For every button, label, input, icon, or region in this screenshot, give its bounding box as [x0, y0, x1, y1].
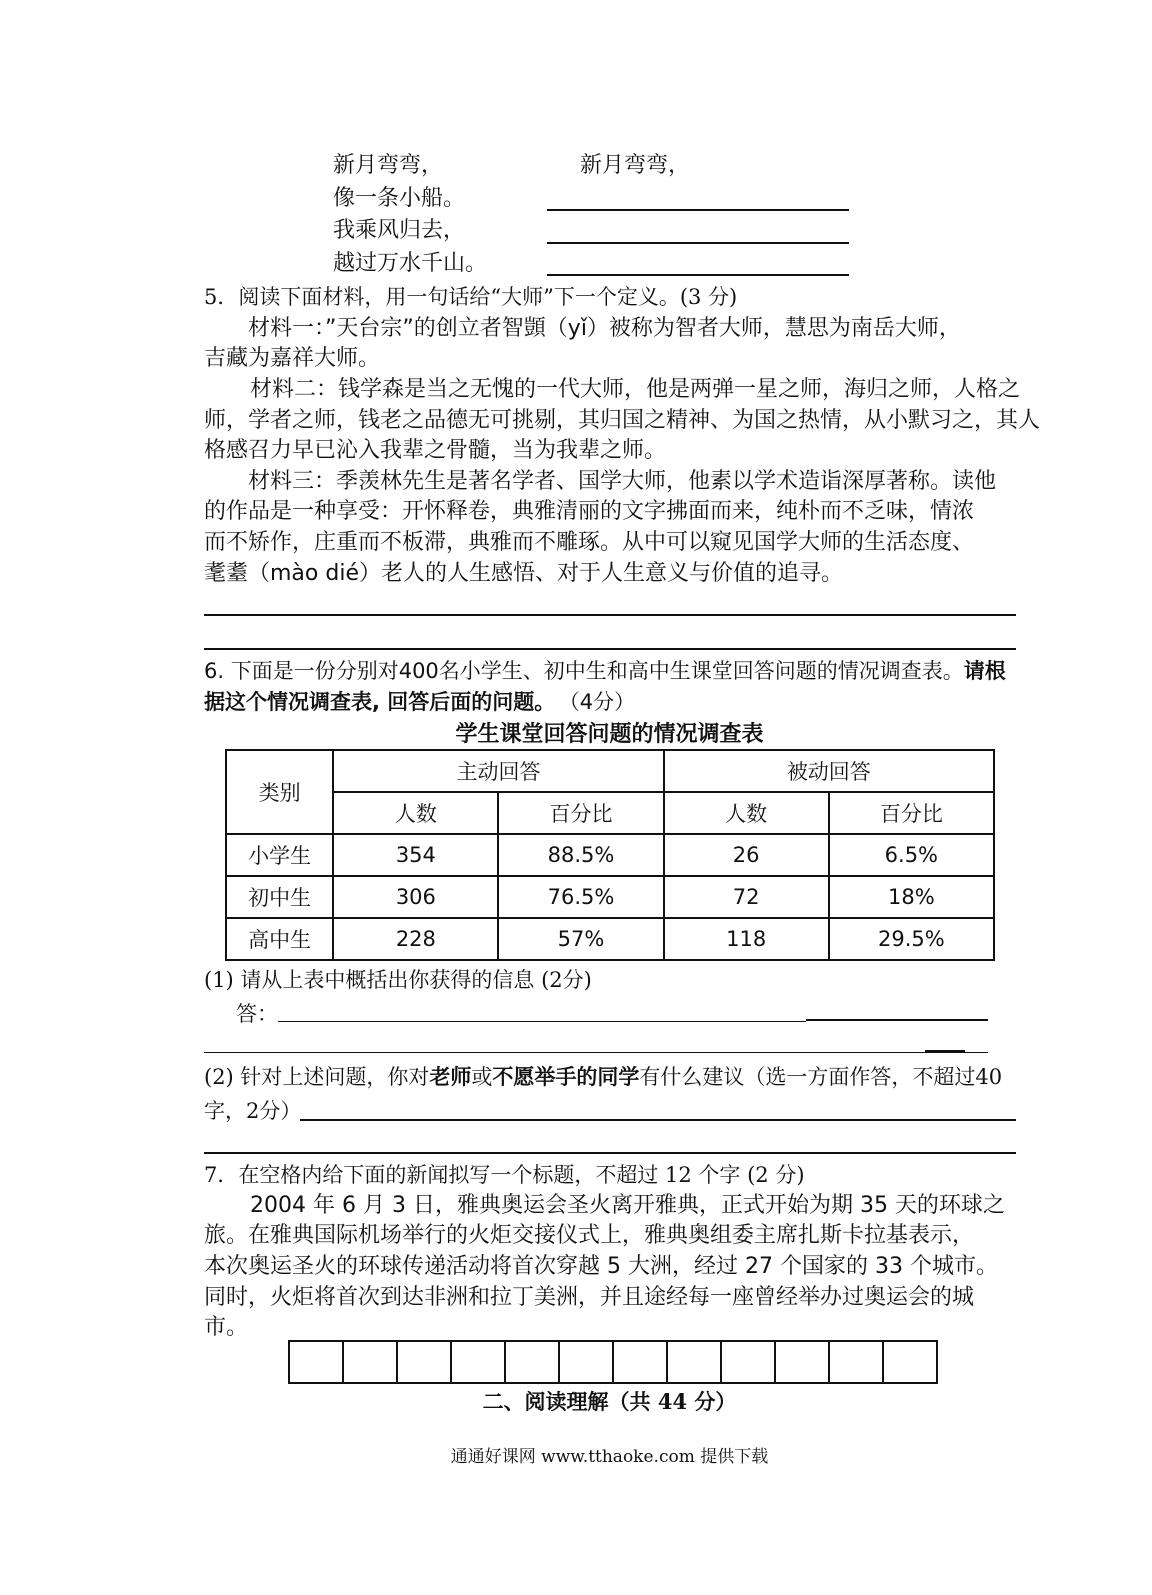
poem-blank-line-3[interactable] — [547, 274, 849, 276]
q7-line: 市。 — [204, 1315, 249, 1340]
answer-box[interactable] — [776, 1342, 830, 1382]
q6-sub2-student: 不愿举手的同学 — [492, 1064, 640, 1089]
passive-percent: 29.5% — [829, 918, 994, 960]
active-count: 306 — [333, 876, 498, 918]
answer-label: 答： — [236, 1002, 278, 1026]
q5-line: 格感召力早已沁入我辈之骨髓，当为我辈之师。 — [204, 438, 667, 463]
answer-box[interactable] — [398, 1342, 452, 1382]
q6-intro — [204, 656, 1006, 686]
answer-box[interactable] — [560, 1342, 614, 1382]
q6-sub2-end: 字，2分） — [204, 1099, 302, 1123]
q6-sub2-teacher: 老师 — [429, 1064, 472, 1089]
header-active-percent: 百分比 — [498, 792, 663, 834]
header-passive: 被动回答 — [664, 750, 994, 792]
q6-sub2-or: 或 — [471, 1065, 493, 1089]
answer-box[interactable] — [344, 1342, 398, 1382]
q5-line: 的作品是一种享受：开怀释卷，典雅清丽的文字拂面而来，纯朴而不乏味，情浓 — [204, 499, 975, 524]
poem-line-3: 我乘风归去， — [333, 218, 466, 243]
table-row — [226, 918, 994, 960]
q6-sub2-rest: 有什么建议（选一方面作答，不超过40 — [639, 1065, 1003, 1089]
row-label: 高中生 — [226, 918, 333, 960]
q5-answer-line-2[interactable] — [204, 648, 1016, 650]
table-row — [226, 834, 994, 876]
answer-box[interactable] — [290, 1342, 344, 1382]
active-count: 228 — [333, 918, 498, 960]
answer-box[interactable] — [668, 1342, 722, 1382]
q6-answer-line-2[interactable] — [204, 1052, 988, 1053]
answer-box[interactable] — [506, 1342, 560, 1382]
survey-table — [225, 749, 995, 961]
row-label: 小学生 — [226, 834, 333, 876]
q5-line: 材料三：季羡林先生是著名学者、国学大师，他素以学术造诣深厚著称。读他 — [248, 469, 997, 494]
q6-sub2 — [204, 1062, 1002, 1092]
active-percent: 76.5% — [498, 876, 663, 918]
q5-line: 材料一：”天台宗”的创立者智顗（yǐ）被称为智者大师，慧思为南岳大师， — [248, 316, 961, 341]
poem-imitation-first-line: 新月弯弯， — [580, 153, 691, 178]
q6-answer-line-2b[interactable] — [925, 1050, 965, 1052]
passive-count: 72 — [664, 876, 829, 918]
poem-blank-line-1[interactable] — [547, 209, 849, 211]
poem-line-4: 越过万水千山。 — [333, 251, 488, 276]
header-active-count: 人数 — [333, 792, 498, 834]
header-category: 类别 — [226, 750, 333, 834]
q7-line: 旅。在雅典国际机场举行的火炬交接仪式上，雅典奥组委主席扎斯卡拉基表示， — [204, 1223, 975, 1248]
passive-percent: 18% — [829, 876, 994, 918]
q6-intro-bold-2: 据这个情况调查表, 回答后面的问题。 — [204, 690, 556, 714]
passive-count: 118 — [664, 918, 829, 960]
table-row — [226, 876, 994, 918]
q5-line: 而不矫作，庄重而不板滞，典雅而不雕琢。从中可以窥见国学大师的生活态度、 — [204, 530, 975, 555]
active-percent: 57% — [498, 918, 663, 960]
header-passive-percent: 百分比 — [829, 792, 994, 834]
answer-box[interactable] — [884, 1342, 936, 1382]
header-passive-count: 人数 — [664, 792, 829, 834]
header-active: 主动回答 — [333, 750, 663, 792]
q6-sub1: (1) 请从上表中概括出你获得的信息 (2分) — [204, 968, 592, 992]
answer-box[interactable] — [830, 1342, 884, 1382]
q6-answer-line-1b[interactable] — [806, 1019, 988, 1021]
q7-line: 同时，火炬将首次到达非洲和拉丁美洲，并且途经每一座曾经举办过奥运会的城 — [204, 1285, 975, 1310]
q6-answer-line-3[interactable] — [300, 1119, 1016, 1121]
headline-answer-boxes — [288, 1340, 938, 1384]
poem-blank-line-2[interactable] — [547, 242, 849, 244]
q5-line: 师，学者之师，钱老之品德无可挑剔，其归国之精神、为国之热情，从小默习之，其人 — [204, 408, 1041, 433]
table-title: 学生课堂回答问题的情况调查表 — [455, 722, 764, 747]
passive-count: 26 — [664, 834, 829, 876]
passive-percent: 6.5% — [829, 834, 994, 876]
active-percent: 88.5% — [498, 834, 663, 876]
q5-title: 5．阅读下面材料，用一句话给“大师”下一个定义。(3 分) — [204, 285, 738, 309]
footer: 通通好课网 www.tthaoke.com 提供下载 — [450, 1447, 769, 1467]
poem-line-2: 像一条小船。 — [333, 186, 466, 211]
q6-intro-bold: 请根 — [963, 659, 1006, 683]
q6-sub2-text: (2) 针对上述问题，你对 — [204, 1065, 430, 1089]
q5-line: 耄耋（mào dié）老人的人生感悟、对于人生意义与价值的追寻。 — [204, 561, 843, 586]
q7-title: 7．在空格内给下面的新闻拟写一个标题，不超过 12 个字 (2 分) — [204, 1163, 805, 1187]
q6-score: （4分） — [569, 690, 636, 714]
q5-line: 材料二：钱学森是当之无愧的一代大师，他是两弹一星之师，海归之师，人格之 — [250, 377, 1021, 402]
poem-line-1: 新月弯弯， — [333, 153, 444, 178]
answer-box[interactable] — [452, 1342, 506, 1382]
q7-line: 2004 年 6 月 3 日，雅典奥运会圣火离开雅典，正式开始为期 35 天的环球之 — [250, 1193, 1005, 1218]
q7-line: 本次奥运圣火的环球传递活动将首次穿越 5 大洲，经过 27 个国家的 33 个城市。 — [204, 1254, 998, 1279]
q6-intro-2 — [204, 687, 635, 717]
q6-answer-line-4[interactable] — [204, 1152, 1016, 1154]
answer-box[interactable] — [614, 1342, 668, 1382]
q5-line: 吉藏为嘉祥大师。 — [204, 346, 381, 371]
q5-answer-line-1[interactable] — [204, 614, 1016, 616]
section-heading: 二、阅读理解（共 44 分） — [482, 1389, 737, 1414]
row-label: 初中生 — [226, 876, 333, 918]
answer-box[interactable] — [722, 1342, 776, 1382]
q6-answer-line-1a[interactable] — [278, 1021, 806, 1022]
active-count: 354 — [333, 834, 498, 876]
q6-intro-text: 6. 下面是一份分别对400名小学生、初中生和高中生课堂回答问题的情况调查表。 — [204, 659, 964, 683]
